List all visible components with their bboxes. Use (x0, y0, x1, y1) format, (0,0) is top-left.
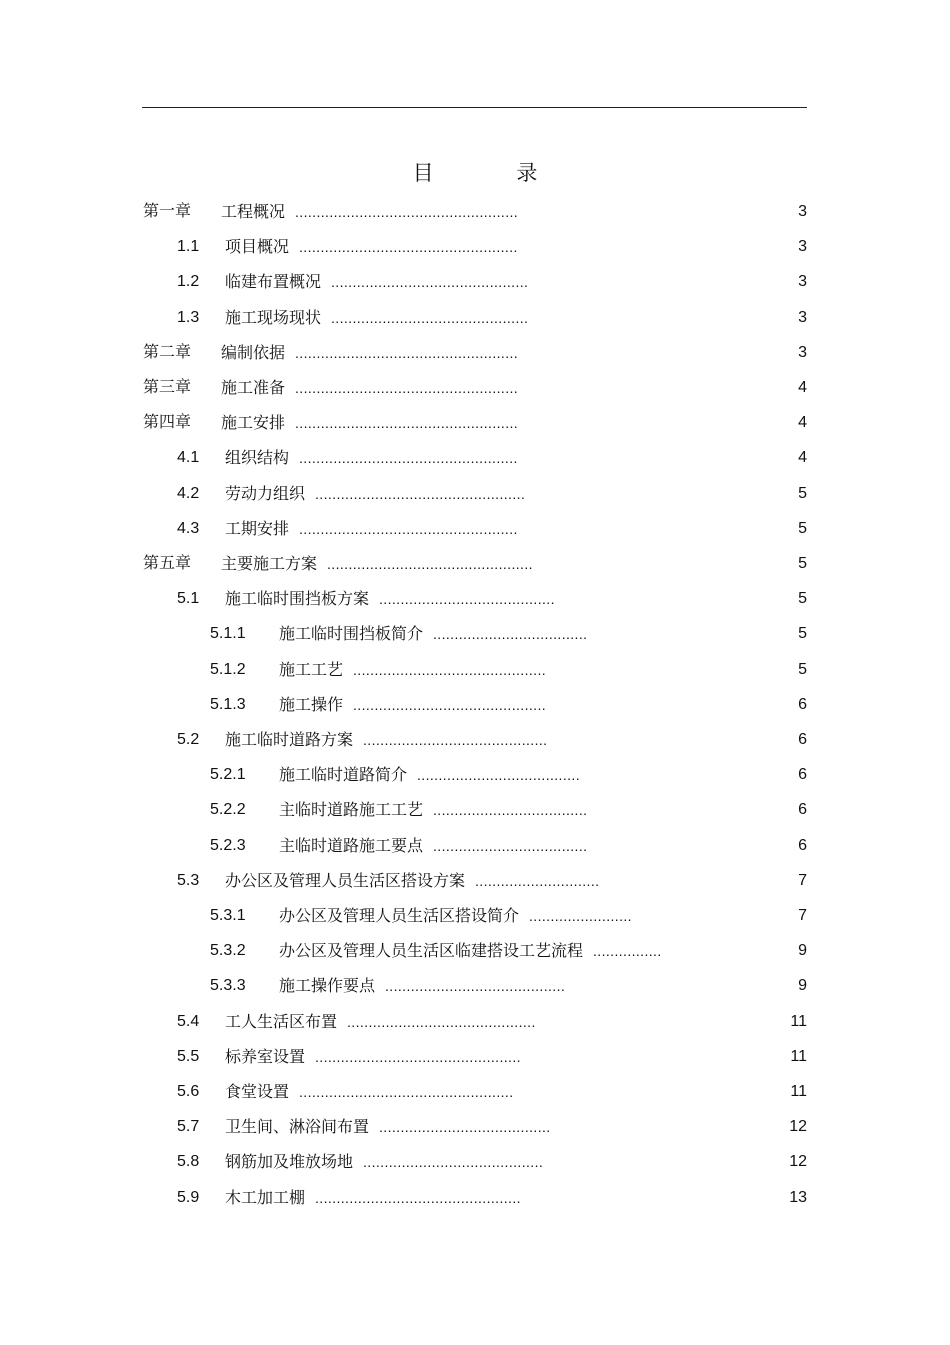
toc-entry-number: 5.1.3 (210, 695, 246, 713)
toc-entry[interactable] (0, 795, 950, 825)
toc-entry-leader: ................................................ (327, 556, 533, 572)
toc-entry-number: 1.3 (177, 308, 200, 326)
toc-entry-number: 第一章 (143, 203, 192, 220)
toc-entry[interactable] (0, 1183, 950, 1213)
toc-entry-title: 临建布置概况 (225, 272, 322, 292)
toc-entry-title: 编制依据 (221, 342, 286, 362)
toc-entry-title: 木工加工棚 (225, 1187, 306, 1207)
toc-entry-number: 5.8 (177, 1153, 200, 1171)
toc-entry-number: 5.1 (177, 590, 200, 608)
toc-entry-number: 5.2 (177, 731, 200, 748)
toc-entry[interactable] (0, 197, 950, 227)
toc-entry-title: 劳动力组织 (225, 483, 306, 503)
toc-entry-number: 5.3 (177, 871, 200, 889)
toc-entry-title: 标养室设置 (225, 1046, 306, 1066)
toc-entry-leader: ................................................... (299, 520, 518, 537)
toc-entry-leader: ................ (593, 943, 662, 960)
toc-entry-number: 5.2.1 (210, 766, 246, 784)
toc-entry-title: 卫生间、淋浴间布置 (225, 1117, 370, 1137)
toc-entry-title: 工期安排 (225, 518, 290, 538)
toc-entry-page: 4 (798, 414, 807, 432)
toc-entry-number: 第三章 (143, 379, 192, 396)
toc-entry-page: 6 (798, 801, 807, 819)
toc-entry-page: 6 (798, 731, 807, 748)
toc-entry-leader: .................................... (433, 837, 587, 854)
toc-entry-leader: .............................................. (331, 274, 528, 291)
toc-entry-title: 办公区及管理人员生活区搭设简介 (279, 906, 520, 925)
toc-entry[interactable] (0, 549, 950, 579)
toc-entry[interactable] (0, 232, 950, 262)
toc-entry[interactable] (0, 866, 950, 896)
toc-entry-number: 5.1.1 (210, 625, 246, 643)
toc-entry[interactable] (0, 901, 950, 931)
toc-entry-page: 9 (798, 942, 807, 960)
toc-entry[interactable] (0, 267, 950, 297)
toc-entry[interactable] (0, 338, 950, 368)
toc-entry-page: 9 (798, 977, 807, 995)
toc-entry-page: 3 (798, 273, 807, 291)
toc-entry-title: 施工工艺 (279, 659, 344, 679)
toc-entry-number: 5.9 (177, 1188, 200, 1206)
toc-entry-leader: ........................ (529, 908, 632, 924)
toc-entry-page: 11 (790, 1012, 807, 1030)
toc-entry[interactable] (0, 584, 950, 614)
toc-entry-title: 主临时道路施工要点 (279, 835, 424, 855)
toc-entry-leader: .......................................... (363, 1154, 543, 1171)
toc-entry-title: 施工现场现状 (225, 307, 322, 327)
toc-entry-title: 办公区及管理人员生活区搭设方案 (225, 870, 466, 890)
toc-entry[interactable] (0, 760, 950, 790)
toc-entry-page: 3 (798, 203, 807, 220)
toc-entry-leader: .................................... (433, 626, 587, 643)
toc-entry-page: 4 (798, 379, 807, 396)
toc-entry-leader: .................................................... (295, 380, 518, 396)
toc-entry-title: 钢筋加及堆放场地 (225, 1152, 354, 1172)
toc-entry-leader: ........................................... (363, 732, 547, 748)
toc-entry-leader: ...................................... (417, 767, 580, 784)
page-title: 目 录 (412, 161, 576, 185)
toc-entry-number: 第二章 (143, 343, 192, 361)
toc-entry-title: 施工安排 (221, 413, 286, 433)
toc-entry-title: 项目概况 (225, 237, 290, 257)
toc-entry[interactable] (0, 831, 950, 861)
toc-entry-title: 办公区及管理人员生活区临建搭设工艺流程 (279, 941, 584, 961)
toc-entry[interactable] (0, 373, 950, 403)
toc-entry-page: 5 (798, 484, 807, 502)
toc-entry-title: 施工临时道路简介 (279, 765, 408, 785)
toc-entry-title: 施工临时围挡板简介 (279, 624, 424, 644)
toc-entry-number: 5.3.3 (210, 977, 246, 995)
toc-entry-number: 5.2.2 (210, 801, 246, 819)
toc-entry-page: 11 (790, 1047, 807, 1065)
toc-entry-number: 5.2.3 (210, 836, 246, 854)
toc-entry-leader: .......................................... (385, 978, 565, 995)
toc-entry-page: 4 (798, 449, 807, 467)
toc-entry-page: 12 (789, 1118, 807, 1136)
toc-entry-page: 3 (798, 343, 807, 361)
toc-entry[interactable] (0, 1077, 950, 1107)
toc-entry[interactable] (0, 303, 950, 333)
toc-entry[interactable] (0, 1112, 950, 1142)
toc-entry-leader: ........................................ (379, 1119, 551, 1136)
toc-entry-number: 4.2 (177, 484, 200, 502)
toc-entry[interactable] (0, 1042, 950, 1072)
toc-entry[interactable] (0, 690, 950, 720)
toc-entry-title: 施工操作要点 (279, 976, 376, 996)
toc-entry-title: 主要施工方案 (221, 554, 318, 573)
toc-entry-leader: ............................................. (353, 661, 546, 678)
toc-entry-page: 13 (789, 1188, 807, 1206)
toc-entry-number: 5.7 (177, 1118, 200, 1136)
toc-entry-page: 6 (798, 836, 807, 854)
toc-entry-leader: ................................................ (315, 1048, 521, 1065)
toc-entry-leader: .................................................... (295, 415, 518, 432)
toc-entry-page: 6 (798, 766, 807, 784)
toc-entry-title: 食堂设置 (225, 1082, 290, 1101)
toc-entry-page: 3 (798, 308, 807, 326)
toc-entry-number: 4.3 (177, 519, 200, 537)
toc-entry-title: 主临时道路施工工艺 (279, 800, 424, 820)
toc-entry[interactable] (0, 619, 950, 649)
toc-entry[interactable] (0, 479, 950, 509)
toc-entry-page: 7 (798, 871, 807, 889)
toc-entry-leader: ............................................. (353, 696, 546, 713)
toc-entry-leader: .................................................. (299, 1084, 513, 1100)
toc-entry-page: 5 (798, 555, 807, 572)
toc-entry-page: 3 (798, 238, 807, 256)
toc-entry-page: 5 (798, 519, 807, 537)
toc-entry-number: 5.6 (177, 1083, 200, 1100)
toc-entry-title: 施工准备 (221, 378, 286, 397)
toc-entry[interactable] (0, 1147, 950, 1177)
toc-entry-leader: ................................................... (299, 450, 518, 467)
toc-entry-number: 4.1 (177, 449, 200, 467)
toc-entry-leader: .................................................... (295, 204, 518, 220)
toc-entry-leader: ............................................ (347, 1013, 536, 1030)
toc-entry-number: 5.3.2 (210, 942, 246, 960)
toc-entry-leader: .................................... (433, 802, 587, 819)
toc-entry-number: 第五章 (143, 555, 192, 572)
toc-entry-page: 5 (798, 590, 807, 608)
toc-entry[interactable] (0, 971, 950, 1001)
toc-entry-page: 11 (790, 1083, 807, 1100)
toc-entry-number: 1.2 (177, 273, 200, 291)
toc-entry-leader: ......................................... (379, 591, 555, 608)
toc-entry-title: 组织结构 (225, 448, 290, 468)
toc-entry[interactable] (0, 408, 950, 438)
toc-entry-leader: ................................................ (315, 1189, 521, 1206)
toc-entry-number: 1.1 (177, 238, 200, 256)
toc-entry-page: 6 (798, 695, 807, 713)
toc-entry-number: 5.4 (177, 1012, 200, 1030)
toc-entry[interactable] (0, 514, 950, 544)
toc-entry-number: 5.3.1 (210, 907, 246, 924)
toc-entry-leader: ................................................. (315, 485, 525, 502)
toc-entry-number: 5.1.2 (210, 660, 246, 678)
toc-entry-leader: .............................................. (331, 309, 528, 326)
toc-entry[interactable] (0, 443, 950, 473)
toc-entry-page: 5 (798, 625, 807, 643)
toc-entry-page: 7 (798, 907, 807, 924)
toc-entry-page: 12 (789, 1153, 807, 1171)
toc-entry-leader: ................................................... (299, 239, 518, 256)
toc-entry-leader: .................................................... (295, 344, 518, 361)
toc-entry[interactable] (0, 655, 950, 685)
toc-entry-title: 施工临时围挡板方案 (225, 589, 370, 609)
toc-entry-number: 第四章 (143, 414, 192, 432)
toc-entry[interactable] (0, 1007, 950, 1037)
toc-entry-page: 5 (798, 660, 807, 678)
toc-entry[interactable] (0, 725, 950, 755)
toc-entry-title: 施工临时道路方案 (225, 730, 354, 749)
toc-entry[interactable] (0, 936, 950, 966)
toc-entry-title: 工人生活区布置 (225, 1011, 338, 1031)
toc-entry-title: 施工操作 (279, 694, 344, 714)
toc-entry-number: 5.5 (177, 1047, 200, 1065)
toc-entry-leader: ............................. (475, 872, 599, 889)
toc-entry-title: 工程概况 (221, 202, 286, 221)
